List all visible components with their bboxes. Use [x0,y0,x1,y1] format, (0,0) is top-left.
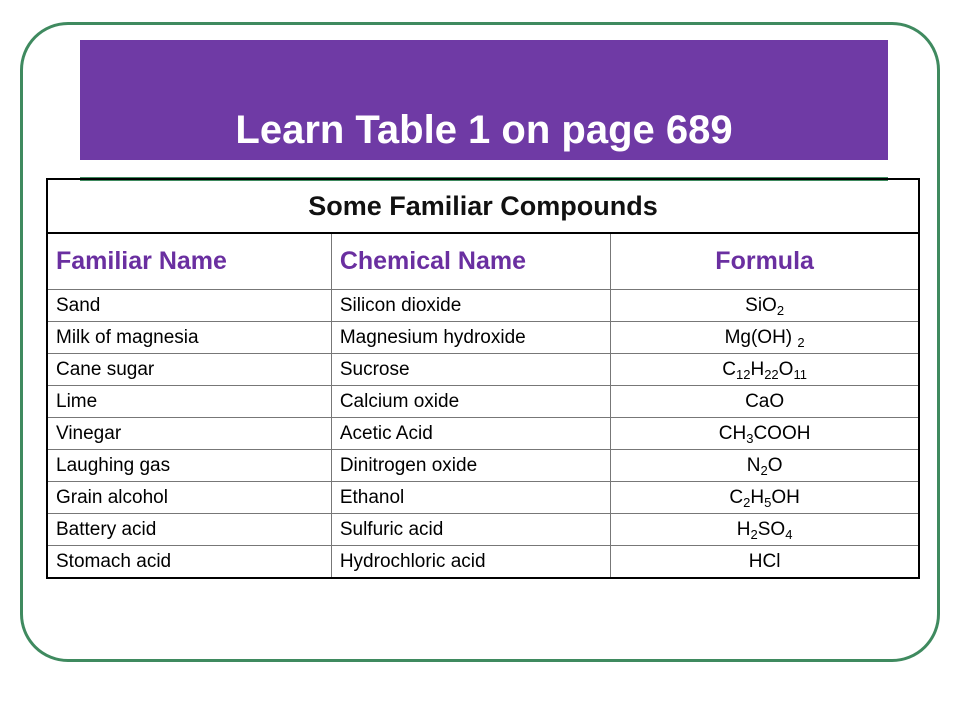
familiar-name-cell: Battery acid [47,514,331,546]
formula-cell [611,514,919,546]
table-body [47,290,919,579]
formula-subscript: 2 [797,334,805,350]
formula-subscript: 22 [764,366,779,382]
formula-subscript: 2 [750,526,758,542]
formula-cell [611,546,919,579]
formula-cell [611,482,919,514]
table-row [47,514,919,546]
formula-text: N [746,454,761,476]
chemical-name-cell: Silicon dioxide [331,290,610,322]
formula-subscript: 11 [793,366,807,382]
header-formula: Formula [611,233,919,290]
familiar-name-cell: Milk of magnesia [47,322,331,354]
table-row [47,386,919,418]
chemical-name-cell: Sulfuric acid [331,514,610,546]
table-caption-row [47,179,919,233]
header-familiar-name: Familiar Name [47,233,331,290]
table-row [47,418,919,450]
formula-subscript: 4 [785,526,793,542]
formula-text: O [778,358,794,380]
formula-cell [611,354,919,386]
formula-text: COOH [753,422,811,444]
familiar-name-cell: Stomach acid [47,546,331,579]
formula-cell [611,322,919,354]
formula-text: HCl [748,550,781,572]
formula-subscript: 12 [736,366,751,382]
formula-cell [611,386,919,418]
formula-text: H [750,358,765,380]
slide-title: Learn Table 1 on page 689 [235,108,733,152]
header-chemical-name: Chemical Name [331,233,610,290]
formula-text: OH [771,486,800,508]
table-caption: Some Familiar Compounds [47,179,919,233]
formula-subscript: 5 [764,494,772,510]
formula-subscript: 2 [776,302,785,318]
familiar-name-cell: Vinegar [47,418,331,450]
familiar-name-cell: Laughing gas [47,450,331,482]
formula-cell [611,418,919,450]
familiar-name-cell: Grain alcohol [47,482,331,514]
table-row [47,322,919,354]
formula-text: Mg(OH) [724,326,798,348]
formula-subscript: 2 [743,494,751,510]
formula-subscript: 3 [746,430,754,446]
formula-text: H [736,518,751,540]
chemical-name-cell: Hydrochloric acid [331,546,610,579]
chemical-name-cell: Acetic Acid [331,418,610,450]
formula-text: O [767,454,783,476]
familiar-name-cell: Lime [47,386,331,418]
table-row [47,482,919,514]
formula-text: SiO [745,294,777,316]
formula-text: H [750,486,765,508]
table-row [47,450,919,482]
compounds-table [46,178,920,579]
formula-subscript: 2 [760,462,768,478]
table-row [47,290,919,322]
chemical-name-cell: Dinitrogen oxide [331,450,610,482]
table-row [47,354,919,386]
chemical-name-cell: Ethanol [331,482,610,514]
chemical-name-cell: Sucrose [331,354,610,386]
chemical-name-cell: Calcium oxide [331,386,610,418]
chemical-name-cell: Magnesium hydroxide [331,322,610,354]
formula-text: C [729,486,744,508]
formula-text: C [722,358,736,380]
familiar-name-cell: Sand [47,290,331,322]
table-row [47,546,919,579]
formula-cell [611,450,919,482]
table-header-row [47,233,919,290]
familiar-name-cell: Cane sugar [47,354,331,386]
formula-text: CaO [745,390,785,412]
formula-cell [611,290,919,322]
formula-text: CH [718,422,747,444]
formula-text: SO [757,518,786,540]
